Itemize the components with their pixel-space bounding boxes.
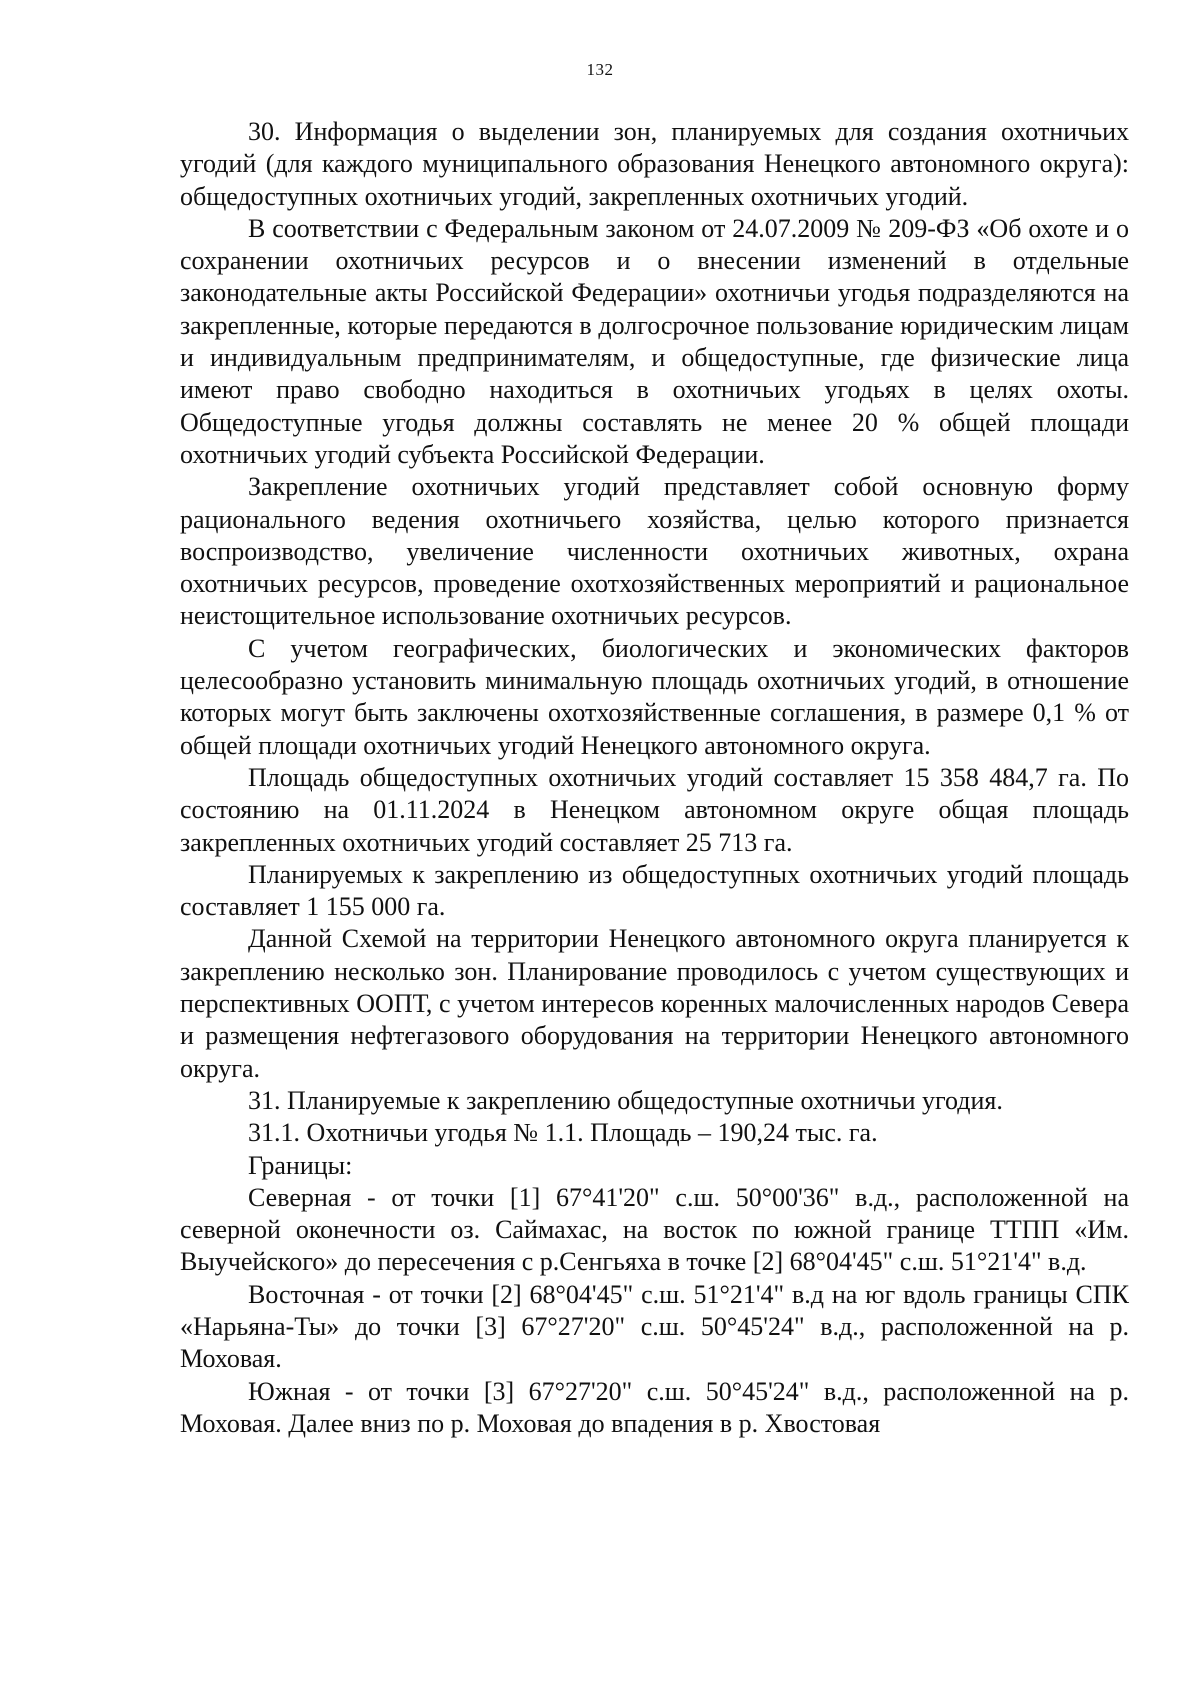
paragraph-planning-zones: Данной Схемой на территории Ненецкого автономного округа планируется к закреплению несколько зон. Планирование проводилось с учетом существующих и перспективных ООПТ, с учетом интересов коренных малочисленных народов Севера и размещения нефтегазового оборудования на территории Ненецкого автономного округа. bbox=[180, 924, 1129, 1083]
paragraph-public-area: Площадь общедоступных охотничьих угодий составляет 15 358 484,7 га. По состоянию на 01.11.2024 в Ненецком автономном округе общая площадь закрепленных охотничьих угодий составляет 25 713 га. bbox=[180, 762, 1129, 857]
paragraph-assignment-purpose: Закрепление охотничьих угодий представляет собой основную форму рационального ведения охотничьего хозяйства, целью которого признается воспроизводство, увеличение численности охотничьих животных, охрана охотничьих ресурсов, проведение охотхозяйственных мероприятий и рациональное неистощительное использование охотничьих ресурсов. bbox=[180, 472, 1129, 631]
paragraph-north-boundary: Северная - от точки [1] 67°41'20" с.ш. 50°00'36" в.д., расположенной на северной оконечности оз. Саймахас, на восток по южной границе ТТПП «Им. Выучейского» до пересечения с р.Сенгьяха в точке [2] 68°04'45" с.ш. 51°21'4" в.д. bbox=[180, 1182, 1129, 1277]
document-body bbox=[180, 116, 1129, 1440]
paragraph-section-31-heading: 31. Планируемые к закреплению общедоступные охотничьи угодия. bbox=[248, 1085, 1003, 1115]
paragraph-east-boundary: Восточная - от точки [2] 68°04'45" с.ш. 51°21'4" в.д на юг вдоль границы СПК «Нарьяна-Ты» до точки [3] 67°27'20" с.ш. 50°45'24" в.д., расположенной на р. Моховая. bbox=[180, 1279, 1129, 1374]
paragraph-section-30-heading: 30. Информация о выделении зон, планируемых для создания охотничьих угодий (для каждого муниципального образования Ненецкого автономного округа): общедоступных охотничьих угодий, закрепленных охотничьих угодий. bbox=[180, 117, 1129, 211]
paragraph-minimum-area: С учетом географических, биологических и экономических факторов целесообразно установить минимальную площадь охотничьих угодий, в отношение которых могут быть заключены охотхозяйственные соглашения, в размере 0,1 % от общей площади охотничьих угодий Ненецкого автономного округа. bbox=[180, 633, 1129, 760]
page-number: 132 bbox=[586, 60, 614, 79]
paragraph-boundaries-label: Границы: bbox=[248, 1150, 353, 1180]
paragraph-federal-law: В соответствии с Федеральным законом от 24.07.2009 № 209-ФЗ «Об охоте и о сохранении охотничьих ресурсов и о внесении изменений в отдельные законодательные акты Российской Федерации» охотничьи угодья подразделяются на закрепленные, которые передаются в долгосрочное пользование юридическим лицам и индивидуальным предпринимателям, и общедоступные, где физические лица имеют право свободно находиться в охотничьих угодьях в целях охоты. Общедоступные угодья должны составлять не менее 20 % общей площади охотничьих угодий субъекта Российской Федерации. bbox=[180, 213, 1129, 469]
paragraph-south-boundary: Южная - от точки [3] 67°27'20" с.ш. 50°45'24" в.д., расположенной на р. Моховая. Далее вниз по р. Моховая до впадения в р. Хвостовая bbox=[180, 1376, 1129, 1438]
paragraph-section-31-1-heading: 31.1. Охотничьи угодья № 1.1. Площадь – 190,24 тыс. га. bbox=[248, 1118, 878, 1148]
paragraph-planned-area: Планируемых к закреплению из общедоступных охотничьих угодий площадь составляет 1 155 000 га. bbox=[180, 859, 1129, 922]
